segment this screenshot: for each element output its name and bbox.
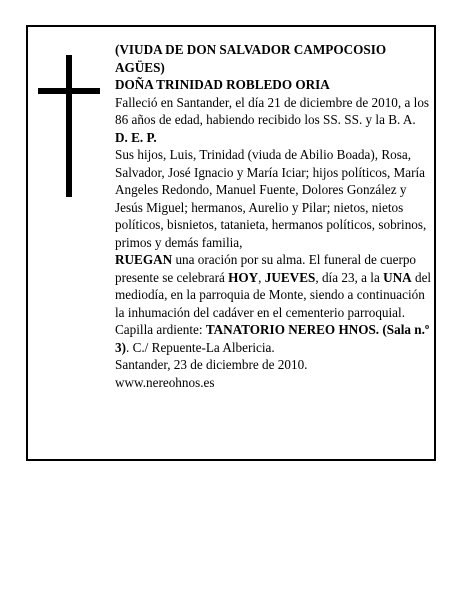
day-text: , día 23, a la	[315, 269, 384, 285]
una-word: UNA	[383, 269, 412, 285]
obituary-notice	[26, 25, 436, 461]
deceased-name: DOÑA TRINIDAD ROBLEDO ORIA	[115, 77, 330, 92]
ruegan-word: RUEGAN	[115, 252, 173, 267]
jueves-word: JUEVES	[264, 269, 316, 285]
death-text: Falleció en Santander, el día 21 de diciembre de 2010, a los 86 años de edad, habiendo recibido los SS. SS. y la B. A.	[115, 94, 430, 127]
funeral-paragraph	[115, 251, 433, 321]
cross-icon	[38, 55, 100, 197]
prayer-text: una oración por su alma. El funeral de cuerpo presente se celebrará	[115, 252, 417, 285]
hoy-word: HOY	[228, 269, 259, 285]
notice-text	[115, 41, 433, 391]
widow-line: (VIUDA DE DON SALVADOR CAMPOCOSIO AGÜES)	[115, 42, 387, 75]
website-text: www.nereohnos.es	[115, 374, 215, 390]
funeral-home-address: . C./ Repuente-La Albericia.	[126, 339, 275, 355]
funeral-home-name: TANATORIO NEREO HNOS. (Sala n.º 3)	[115, 322, 430, 355]
burial-text: del mediodía, en la parroquia de Monte, siendo a continuación la inhumación del cadáver en el cementerio parroquial.	[115, 269, 432, 320]
cross-horizontal-bar	[38, 88, 100, 94]
date-line: Santander, 23 de diciembre de 2010.	[115, 357, 308, 372]
family-text: Sus hijos, Luis, Trinidad (viuda de Abilio Boada), Rosa, Salvador, José Ignacio y María Iciar; hijos políticos, María Angeles Redondo, Manuel Fuente, Dolores González y Jesús Miguel; hermanos, Aurelio y Pilar; nietos, nietos políticos, bisnietos, tatanieta, hermanos políticos, sobrinos, primos y demás familia,	[115, 147, 427, 250]
chapel-label: Capilla ardiente:	[115, 322, 206, 337]
chapel-paragraph	[115, 321, 433, 356]
dep-line: D. E. P.	[115, 129, 157, 145]
cross-vertical-bar	[66, 55, 72, 197]
comma-text: ,	[258, 269, 265, 285]
